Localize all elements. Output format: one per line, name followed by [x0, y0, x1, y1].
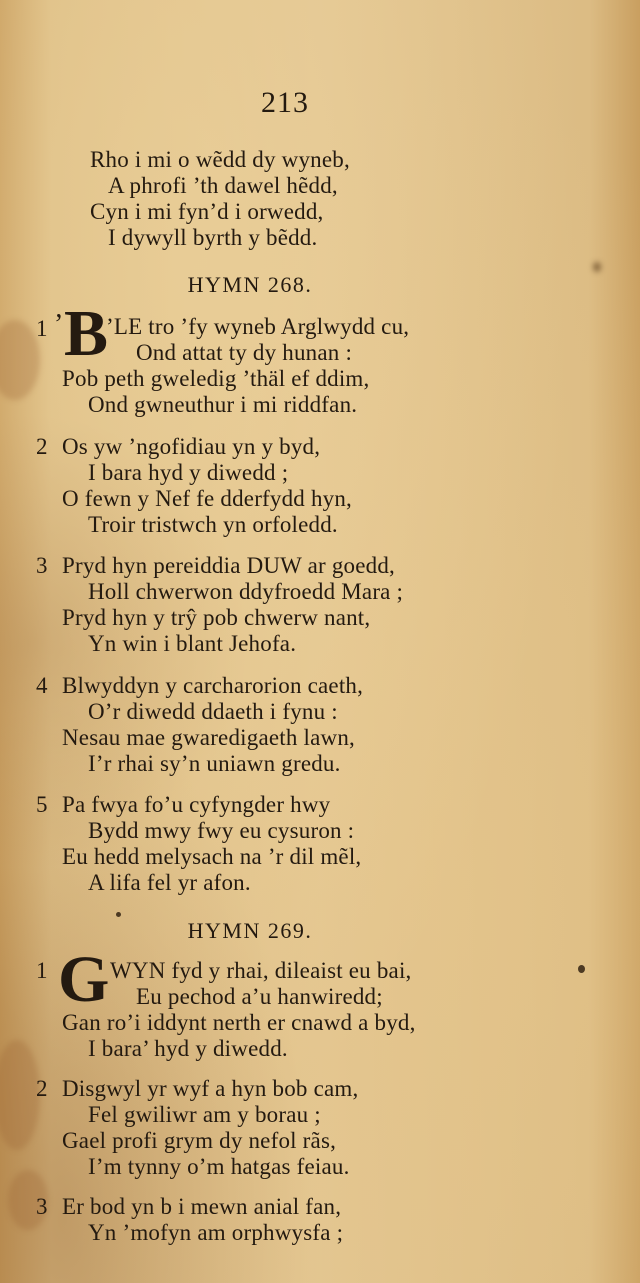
hymn-title: HYMN 269.: [187, 918, 313, 943]
verse-line: Troir tristwch yn orfoledd.: [88, 512, 338, 537]
verse-line: Eu pechod a’u hanwiredd;: [136, 984, 383, 1009]
paper-stain: [116, 912, 121, 917]
paper-stain: [0, 1040, 40, 1150]
verse-number: 1: [36, 958, 48, 983]
verse-line: O fewn y Nef fe dderfydd hyn,: [62, 486, 353, 511]
verse-line: Fel gwiliwr am y borau ;: [88, 1102, 321, 1127]
paper-stain: [578, 965, 585, 973]
paper-stain: [0, 320, 40, 400]
verse-line: Pryd hyn y trŷ pob chwerw nant,: [62, 605, 371, 630]
verse-line: ’LE tro ’fy wyneb Arglwydd cu,: [106, 314, 410, 339]
verse-line: Eu hedd melysach na ’r dil mẽl,: [62, 844, 362, 869]
verse-line: Holl chwerwon ddyfroedd Mara ;: [88, 579, 404, 604]
verse-line: Blwyddyn y carcharorion caeth,: [62, 673, 364, 698]
verse-line: Pryd hyn pereiddia DUW ar goedd,: [62, 553, 396, 578]
verse-line: Er bod yn b i mewn anial fan,: [62, 1194, 342, 1219]
hymn-title: HYMN 268.: [187, 272, 313, 297]
verse-line: WYN fyd y rhai, dileaist eu bai,: [110, 958, 412, 983]
verse-line: Pa fwya fo’u cyfyngder hwy: [62, 792, 331, 817]
drop-cap: B: [64, 297, 109, 370]
verse-number: 1: [36, 316, 48, 341]
page-number: 213: [261, 86, 309, 119]
verse-number: 2: [36, 434, 48, 459]
verse-line: Yn ’mofyn am orphwysfa ;: [88, 1220, 344, 1245]
verse-number: 2: [36, 1076, 48, 1101]
verse-line: O’r diwedd ddaeth i fynu :: [88, 699, 338, 724]
verse-line: Disgwyl yr wyf a hyn bob cam,: [62, 1076, 359, 1101]
verse-line: Gan ro’i iddynt nerth er cnawd a byd,: [62, 1010, 416, 1035]
verse-quote-mark: ’: [54, 309, 64, 340]
verse-line: Bydd mwy fwy eu cysuron :: [88, 818, 355, 843]
verse-number: 5: [36, 792, 48, 817]
verse-line: Gael profi grym dy nefol rãs,: [62, 1128, 337, 1153]
verse-line: Os yw ’ngofidiau yn y byd,: [62, 434, 321, 459]
verse-line: Ond gwneuthur i mi riddfan.: [88, 392, 358, 417]
verse-number: 4: [36, 673, 48, 698]
paper-stain: [593, 262, 601, 272]
drop-cap: G: [58, 943, 110, 1016]
verse-line: I’m tynny o’m hatgas feiau.: [88, 1154, 350, 1179]
verse-line: Pob peth gweledig ’thäl ef ddim,: [62, 366, 370, 391]
verse-line: Yn win i blant Jehofa.: [88, 631, 297, 656]
verse-line: I bara’ hyd y diwedd.: [88, 1036, 288, 1061]
verse-line: I’r rhai sy’n uniawn gredu.: [88, 751, 341, 776]
verse-line: Cyn i mi fyn’d i orwedd,: [90, 199, 324, 224]
verse-line: I dywyll byrth y bẽdd.: [108, 225, 318, 250]
verse-line: Ond attat ty dy hunan :: [136, 340, 353, 365]
verse-line: A phrofi ’th dawel hẽdd,: [108, 173, 338, 198]
verse-number: 3: [36, 1194, 48, 1219]
verse-line: I bara hyd y diwedd ;: [88, 460, 289, 485]
verse-line: Rho i mi o wẽdd dy wyneb,: [90, 147, 350, 172]
verse-line: Nesau mae gwaredigaeth lawn,: [62, 725, 355, 750]
verse-number: 3: [36, 553, 48, 578]
verse-line: A lifa fel yr afon.: [88, 870, 251, 895]
